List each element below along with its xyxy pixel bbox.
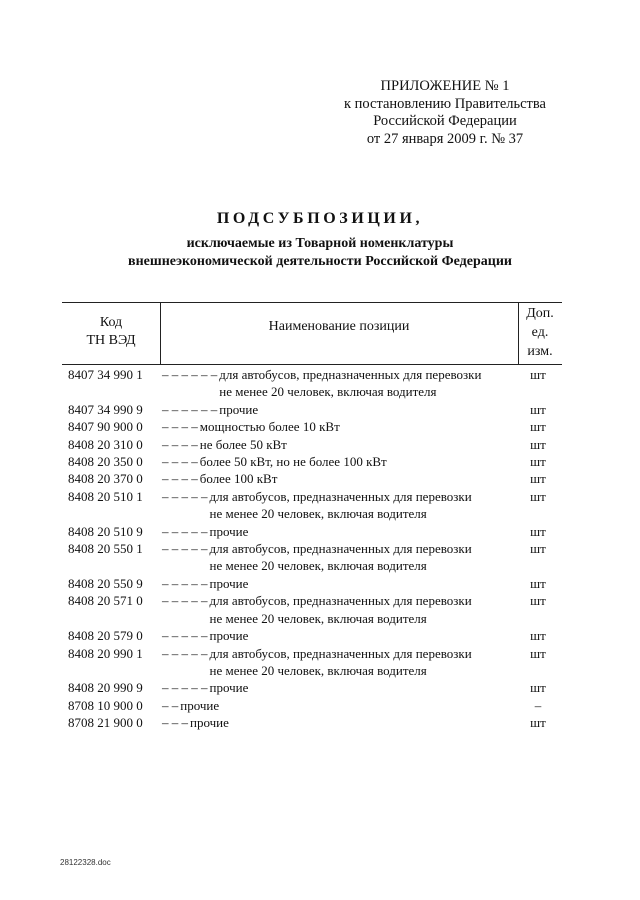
row-unit: шт bbox=[530, 680, 546, 696]
row-unit: шт bbox=[530, 454, 546, 470]
row-code: 8708 21 900 0 bbox=[68, 715, 143, 731]
table-row bbox=[62, 679, 562, 696]
row-unit: шт bbox=[530, 628, 546, 644]
table-row bbox=[62, 592, 562, 627]
row-dashes: – – – – – bbox=[162, 645, 208, 661]
row-dashes: – – – – – bbox=[162, 575, 208, 591]
table-header-rule bbox=[62, 364, 562, 365]
document-title: ПОДСУБПОЗИЦИИ, bbox=[216, 210, 424, 227]
document-subtitle bbox=[0, 235, 640, 271]
row-code: 8408 20 579 0 bbox=[68, 628, 143, 644]
row-dashes: – – bbox=[162, 697, 179, 713]
appendix-block bbox=[300, 78, 590, 148]
row-unit: шт bbox=[530, 715, 546, 731]
row-unit: шт bbox=[530, 436, 546, 452]
row-code: 8408 20 310 0 bbox=[68, 436, 143, 452]
row-name: прочие bbox=[209, 680, 249, 696]
subtitle-line-2: внешнеэкономической деятельности Российской Федерации bbox=[128, 254, 512, 269]
row-code: 8408 20 510 1 bbox=[68, 488, 143, 504]
row-dashes: – – – – – bbox=[162, 628, 208, 644]
row-name: мощностью более 10 кВт bbox=[199, 419, 340, 435]
header-code: Код ТН ВЭД bbox=[86, 315, 136, 348]
subtitle-line-1: исключаемые из Товарной номенклатуры bbox=[186, 236, 454, 251]
row-dashes: – – – – bbox=[162, 454, 198, 470]
row-name: прочие bbox=[180, 697, 220, 713]
file-footer: 28122328.doc bbox=[60, 858, 111, 867]
row-name: не более 50 кВт bbox=[199, 436, 287, 452]
row-name: более 50 кВт, но не более 100 кВт bbox=[199, 454, 387, 470]
row-dashes: – – – – – – bbox=[162, 401, 218, 417]
row-name: для автобусов, предназначенных для перевозки не менее 20 человек, включая водителя bbox=[209, 593, 472, 626]
table-top-rule bbox=[62, 302, 562, 303]
table-row bbox=[62, 714, 562, 731]
row-unit: шт bbox=[530, 471, 546, 487]
row-dashes: – – – – – bbox=[162, 680, 208, 696]
row-code: 8407 34 990 9 bbox=[68, 401, 143, 417]
row-unit: – bbox=[534, 697, 542, 713]
row-unit: шт bbox=[530, 575, 546, 591]
table-row bbox=[62, 418, 562, 435]
row-code: 8408 20 571 0 bbox=[68, 593, 143, 609]
row-dashes: – – – – bbox=[162, 471, 198, 487]
row-dashes: – – – – – – bbox=[162, 367, 218, 382]
row-dashes: – – – – bbox=[162, 436, 198, 452]
row-code: 8408 20 550 1 bbox=[68, 541, 143, 557]
row-unit: шт bbox=[530, 419, 546, 435]
header-unit: Доп. ед. изм. bbox=[526, 306, 554, 359]
row-code: 8408 20 510 9 bbox=[68, 523, 143, 539]
table-row bbox=[62, 697, 562, 714]
row-unit: шт bbox=[530, 541, 546, 557]
row-dashes: – – – bbox=[162, 715, 188, 731]
row-name: прочие bbox=[190, 715, 229, 731]
row-name: прочие bbox=[209, 575, 249, 591]
row-name: прочие bbox=[209, 523, 249, 539]
row-code: 8408 20 990 1 bbox=[68, 645, 143, 661]
row-unit: шт bbox=[530, 523, 546, 539]
table-body bbox=[62, 366, 562, 732]
table-row bbox=[62, 488, 562, 523]
row-code: 8708 10 900 0 bbox=[68, 697, 143, 713]
row-name: прочие bbox=[209, 628, 249, 644]
row-code: 8408 20 550 9 bbox=[68, 575, 143, 591]
table-row bbox=[62, 645, 562, 680]
row-code: 8408 20 370 0 bbox=[68, 471, 143, 487]
row-unit: шт bbox=[530, 488, 546, 504]
row-name: для автобусов, предназначенных для перевозки не менее 20 человек, включая водителя bbox=[209, 488, 472, 522]
table-row bbox=[62, 366, 562, 401]
row-code: 8407 90 900 0 bbox=[68, 419, 143, 435]
row-name: более 100 кВт bbox=[199, 471, 278, 487]
row-name: прочие bbox=[219, 401, 259, 417]
row-dashes: – – – – – bbox=[162, 488, 208, 504]
table-row bbox=[62, 453, 562, 470]
row-dashes: – – – – – bbox=[162, 541, 208, 557]
row-unit: шт bbox=[530, 401, 546, 417]
table-row bbox=[62, 470, 562, 487]
row-dashes: – – – – bbox=[162, 419, 198, 435]
row-unit: шт bbox=[530, 367, 546, 382]
table-row bbox=[62, 627, 562, 644]
row-unit: шт bbox=[530, 645, 546, 661]
appendix-government: Российской Федерации bbox=[373, 113, 517, 129]
table-row bbox=[62, 436, 562, 453]
row-name: для автобусов, предназначенных для перевозки не менее 20 человек, включая водителя bbox=[219, 367, 482, 400]
appendix-resolution: к постановлению Правительства bbox=[344, 95, 546, 112]
table-row bbox=[62, 575, 562, 592]
header-name: Наименование позиции bbox=[268, 319, 410, 334]
row-dashes: – – – – – bbox=[162, 593, 208, 609]
row-unit: шт bbox=[530, 593, 546, 609]
row-code: 8408 20 350 0 bbox=[68, 454, 143, 470]
row-code: 8407 34 990 1 bbox=[68, 367, 143, 382]
row-name: для автобусов, предназначенных для перевозки не менее 20 человек, включая водителя bbox=[209, 645, 472, 678]
row-dashes: – – – – – bbox=[162, 523, 208, 539]
table-row bbox=[62, 540, 562, 575]
appendix-date: от 27 января 2009 г. № 37 bbox=[366, 130, 524, 147]
row-code: 8408 20 990 9 bbox=[68, 680, 143, 696]
table-row bbox=[62, 401, 562, 418]
table-row bbox=[62, 523, 562, 540]
row-name: для автобусов, предназначенных для перевозки не менее 20 человек, включая водителя bbox=[209, 541, 472, 574]
appendix-title: ПРИЛОЖЕНИЕ № 1 bbox=[380, 78, 510, 94]
